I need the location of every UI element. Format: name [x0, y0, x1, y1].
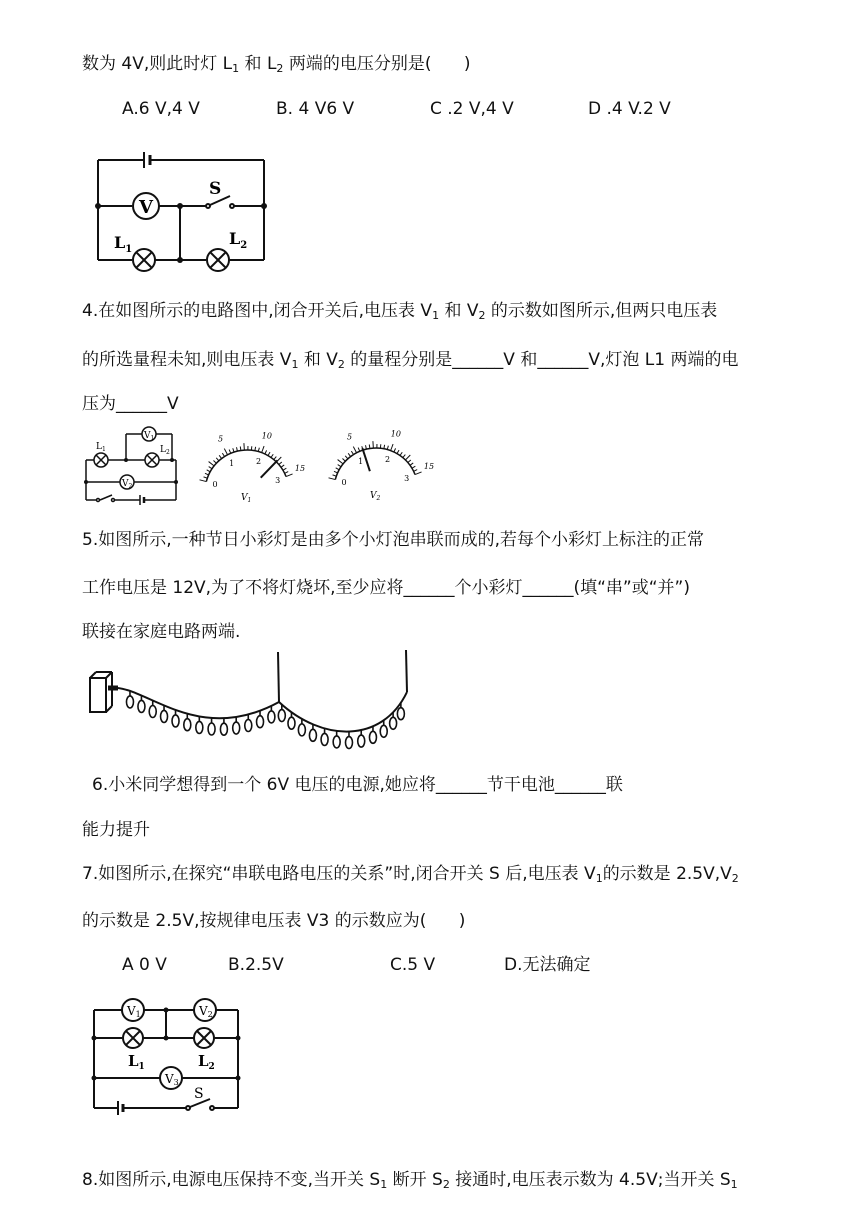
dial-scale-bottom-label: 1: [358, 456, 364, 466]
dial-tick: [353, 447, 356, 453]
answer-blank[interactable]: ______: [537, 350, 589, 370]
dial-label: $V_1$: [241, 493, 252, 504]
dial-tick: [224, 449, 227, 455]
q8-line: 8.如图所示,电源电压保持不变,当开关 $S_1$ 断开 $S_2$ 接通时,电压表示数为 4.5V;当开关 $S_1$: [82, 1170, 738, 1191]
dial-tick: [216, 458, 219, 461]
dial-tick: [204, 477, 208, 478]
dial-tick: [369, 444, 370, 448]
dial-scale-bottom-label: 2: [255, 457, 262, 467]
v2-label: V2: [199, 1004, 213, 1019]
q3-option-a[interactable]: A.6 V,4 V: [122, 99, 200, 119]
q5-line-2: 工作电压是 12V,为了不将灯烧坏,至少应将______个小彩灯______(填“串”或“并”): [82, 578, 690, 598]
dial-tick: [265, 450, 267, 454]
light-bulb: [149, 701, 156, 718]
q3-option-d[interactable]: D .4 V.2 V: [588, 99, 671, 119]
answer-blank[interactable]: ______: [435, 775, 487, 795]
light-bulb: [233, 717, 240, 734]
dial-arc: [335, 448, 415, 480]
dial-tick: [348, 453, 350, 456]
dial-tick: [342, 459, 345, 462]
dial-tick: [414, 470, 418, 472]
dial-scale-bottom-label: 2: [384, 455, 391, 465]
dial-tick: [240, 446, 241, 450]
dial-tick: [329, 478, 336, 480]
dial-tick: [391, 444, 393, 451]
dial-tick: [271, 454, 273, 457]
dial-scale-top-label: 15: [423, 462, 435, 472]
dial-tick: [351, 451, 353, 454]
voltmeter-v2-dial: [318, 428, 436, 506]
light-bulb: [345, 732, 352, 749]
dial-tick: [200, 480, 207, 482]
dial-tick: [213, 461, 216, 464]
dial-tick: [281, 465, 284, 467]
light-bulb: [257, 711, 264, 728]
q5-line-1: 5.如图所示,一种节日小彩灯是由多个小灯泡串联而成的,若每个小彩灯上标注的正常: [82, 530, 705, 550]
dial-tick: [345, 456, 348, 459]
dial-tick: [258, 448, 259, 452]
q5-string-lights-figure: [82, 648, 422, 758]
dial-tick: [408, 460, 411, 463]
q3-line: 数为 4V,则此时灯 $L_1$ 和 $L_2$ 两端的电压分别是( ): [82, 54, 471, 75]
answer-blank[interactable]: ______: [116, 394, 167, 414]
dial-tick: [405, 455, 410, 460]
voltmeter-label: V: [139, 197, 153, 218]
dial-tick: [229, 450, 231, 454]
answer-blank[interactable]: ______: [403, 578, 455, 598]
q7-option-b[interactable]: B.2.5V: [228, 955, 284, 975]
q5-line-3: 联接在家庭电路两端.: [82, 622, 241, 642]
light-bulb: [184, 714, 191, 731]
dial-tick: [207, 470, 211, 472]
v2-label: $V_2$: [122, 479, 133, 490]
dial-tick: [415, 472, 422, 475]
light-bulb: [220, 718, 227, 735]
voltmeter-v1-dial: [192, 430, 306, 508]
dial-tick: [412, 466, 415, 468]
light-bulb: [298, 719, 305, 736]
q4-line-2: 的所选量程未知,则电压表 $V_1$ 和 $V_2$ 的量程分别是______V 和______V,灯泡 L1 两端的电: [82, 350, 739, 371]
dial-scale-top-label: 5: [218, 434, 224, 444]
dial-scale-top-label: 10: [390, 429, 401, 439]
dial-scale-bottom-label: 0: [341, 477, 347, 487]
dial-tick: [274, 457, 277, 460]
dial-tick: [283, 468, 286, 470]
dial-tick: [279, 462, 282, 465]
dial-scale-bottom-label: 0: [212, 479, 218, 489]
light-bulb: [309, 724, 316, 741]
dial-tick: [394, 448, 396, 452]
dial-tick: [219, 455, 221, 458]
dial-needle: [362, 448, 369, 471]
dial-tick: [205, 473, 209, 475]
q4-line-3: 压为______V: [82, 394, 179, 414]
light-bulb: [333, 731, 340, 748]
lamp1-label: $L_1$: [96, 442, 106, 453]
light-bulb: [126, 691, 133, 708]
dial-scale-bottom-label: 3: [404, 473, 410, 483]
dial-tick: [233, 448, 234, 452]
lamp2-label: $L_2$: [198, 1052, 215, 1072]
q4-circuit-diagram: [82, 422, 186, 506]
answer-blank[interactable]: ______: [522, 578, 574, 598]
light-bulb: [268, 706, 275, 723]
dial-tick: [336, 468, 340, 470]
answer-blank[interactable]: ______: [452, 350, 504, 370]
light-bulb: [369, 726, 376, 743]
light-bulb: [161, 705, 168, 722]
dial-tick: [285, 472, 289, 474]
dial-scale-bottom-label: 1: [229, 458, 235, 468]
q7-option-c[interactable]: C.5 V: [390, 955, 436, 975]
dial-tick: [338, 460, 343, 464]
dial-tick: [286, 474, 293, 477]
light-bulb: [208, 718, 215, 735]
dial-scale-top-label: 15: [294, 464, 306, 474]
lamp2-label: $L_2$: [160, 445, 170, 456]
dial-tick: [209, 467, 212, 469]
dial-tick: [397, 450, 399, 453]
light-bulb: [245, 714, 252, 731]
answer-blank[interactable]: ______: [554, 775, 606, 795]
light-bulb: [358, 730, 365, 747]
dial-scale-bottom-label: 3: [275, 475, 281, 485]
dial-arc: [206, 450, 286, 482]
lamp2-label: $L_2$: [229, 229, 248, 251]
dial-tick: [262, 446, 264, 453]
lamp1-label: $L_1$: [114, 233, 133, 255]
dial-tick: [400, 452, 402, 455]
q7-option-a[interactable]: A 0 V: [122, 955, 167, 975]
q3-option-c[interactable]: C .2 V,4 V: [430, 99, 514, 119]
dial-tick: [358, 448, 360, 452]
q6-line: 6.小米同学想得到一个 6V 电压的电源,她应将______节干电池______联: [92, 775, 623, 795]
switch-label: S: [194, 1086, 204, 1102]
v3-label: V3: [165, 1072, 179, 1087]
v1-label: V1: [127, 1004, 141, 1019]
dial-tick: [209, 462, 214, 466]
q3-option-b[interactable]: B. 4 V6 V: [276, 99, 355, 119]
v1-label: $V_1$: [144, 431, 155, 442]
section-heading: 能力提升: [82, 820, 150, 840]
dial-tick: [334, 471, 338, 473]
dial-tick: [338, 465, 341, 467]
lamp1-label: $L_1$: [128, 1052, 145, 1072]
dial-tick: [387, 446, 388, 450]
switch-label: S: [209, 179, 222, 199]
dial-tick: [268, 452, 270, 455]
q7-line-1: 7.如图所示,在探究“串联电路电压的关系”时,闭合开关 S 后,电压表 $V_1$的示数是 $2.5V,V_2$: [82, 864, 739, 885]
light-bulb: [196, 716, 203, 733]
light-bulb: [321, 728, 328, 745]
q4-line-1: 4.在如图所示的电路图中,闭合开关后,电压表 $V_1$ 和 $V_2$ 的示数如图所示,但两只电压表: [82, 301, 718, 322]
q7-line-2: 的示数是 2.5V,按规律电压表 V3 的示数应为( ): [82, 911, 466, 931]
dial-scale-top-label: 5: [347, 432, 353, 442]
dial-tick: [403, 455, 406, 458]
light-bulb: [172, 710, 179, 727]
dial-scale-top-label: 10: [261, 431, 272, 441]
q3-circuit-diagram: [92, 142, 272, 270]
dial-tick: [222, 453, 224, 456]
q7-option-d[interactable]: D.无法确定: [504, 955, 591, 975]
dial-tick: [410, 463, 413, 465]
dial-tick: [333, 475, 337, 476]
dial-label: $V_2$: [370, 491, 381, 502]
q7-circuit-diagram: [90, 990, 250, 1118]
light-bulb: [138, 695, 145, 712]
